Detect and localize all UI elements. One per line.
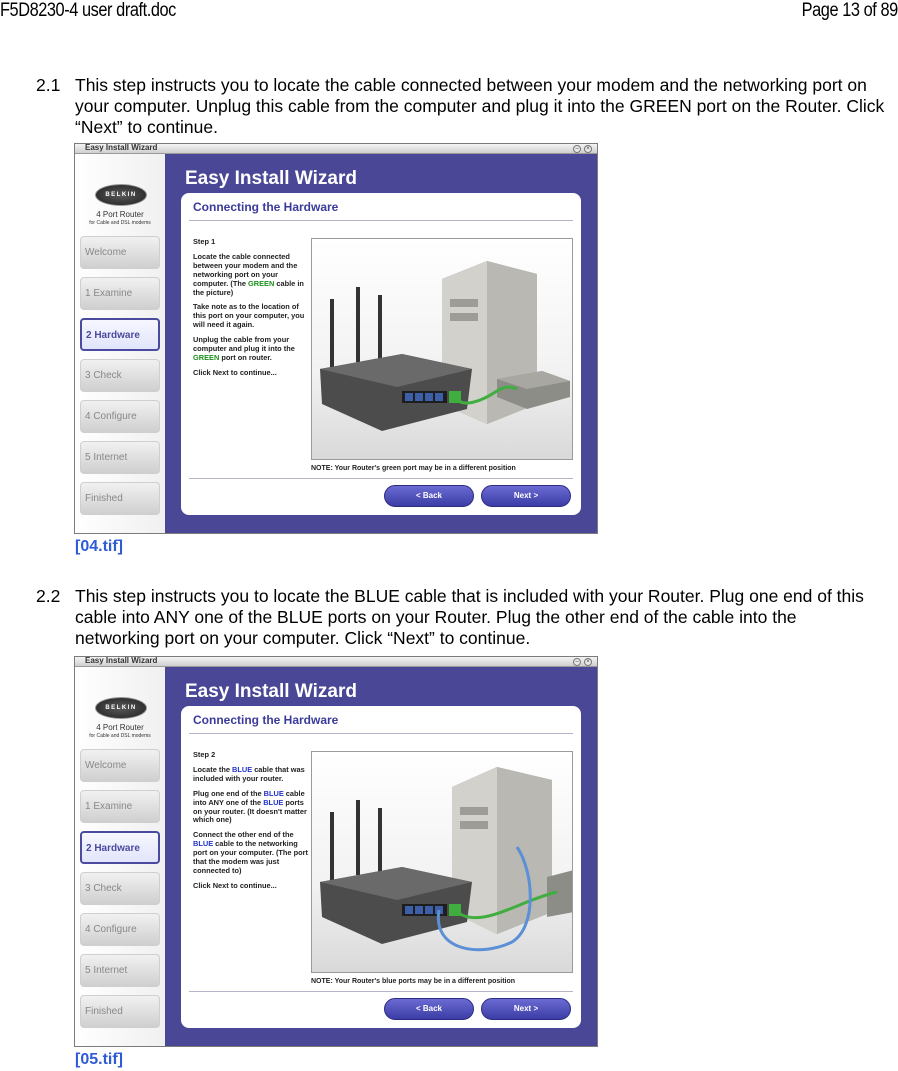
photo-note: NOTE: Your Router's green port may be in a different position [311,465,516,472]
product-name: 4 Port Router for Cable and DSL modems [89,210,151,226]
step-instructions: Step 1 Locate the cable connected between your modem and the networking port on your computer. (The GREEN cable in the picture) Take note as to the location of this port on your computer, you will need it again. Unplug the cable from your computer and plug it into the GREEN port on router. Click Next to continue... [193,238,308,384]
wizard-content [181,706,581,1028]
window-title: Easy Install Wizard [85,656,158,665]
wizard-title: Easy Install Wizard [185,168,357,189]
step-number: 2.1 [36,75,61,95]
document-name: F5D8230-4 user draft.doc [0,0,176,21]
nav-internet: 5 Internet [80,441,160,474]
step-label: Step 2 [193,750,216,759]
belkin-logo: BELKIN [95,184,147,206]
step-paragraph: This step instructs you to locate the cable connected between your modem and the networking port on your computer. Unplug this cable from the computer and plug it into the GREEN port on the Router. Click “Next” to continue. [75,75,885,137]
router-icon [320,800,472,944]
next-button: Next > [481,998,571,1020]
wizard-title: Easy Install Wizard [185,681,357,702]
content-title: Connecting the Hardware [193,200,339,214]
wizard-sidebar [75,154,165,534]
back-button: < Back [384,485,474,507]
wizard-screenshot [74,143,598,534]
close-icon: × [584,145,592,153]
page-number: Page 13 of 89 [801,0,898,21]
nav-welcome: Welcome [80,236,160,269]
photo-note: NOTE: Your Router's blue ports may be in a different position [311,978,516,985]
step-instructions: Step 2 Locate the BLUE cable that was included with your router. Plug one end of the BLUE cable into ANY one of the BLUE ports on your router. (It doesn't matter which one) Connect the other end of the BLUE cable to the networking port on your computer. (The port that the modem was just connected to) Click Next to continue... [193,750,308,890]
next-button: Next > [481,485,571,507]
wizard-screenshot [74,656,598,1047]
nav-examine: 1 Examine [80,277,160,310]
minimize-icon: – [573,658,581,666]
nav-examine: 1 Examine [80,790,160,823]
window-titlebar [75,144,597,154]
step-label: Step 1 [193,237,216,246]
wizard-content [181,193,581,515]
divider [189,478,573,479]
minimize-icon: – [573,145,581,153]
router-photo [311,751,573,973]
step-number: 2.2 [36,586,61,606]
nav-configure: 4 Configure [80,913,160,946]
product-name: 4 Port Router for Cable and DSL modems [89,723,151,739]
nav-welcome: Welcome [80,749,160,782]
nav-hardware: 2 Hardware [80,318,160,351]
back-button: < Back [384,998,474,1020]
nav-finished: Finished [80,995,160,1028]
nav-finished: Finished [80,482,160,515]
divider [189,220,573,221]
figure-caption: [04.tif] [75,538,123,555]
step-paragraph: This step instructs you to locate the BLUE cable that is included with your Router. Plug one end of this cable into ANY one of the BLUE ports on your Router. Plug the other end of the cable into the networking port on your computer. Click “Next” to continue. [75,586,864,648]
close-icon: × [584,658,592,666]
content-title: Connecting the Hardware [193,713,339,727]
window-titlebar [75,657,597,667]
divider [189,733,573,734]
figure-caption: [05.tif] [75,1051,123,1068]
router-photo [311,238,573,460]
wizard-sidebar [75,667,165,1047]
belkin-logo: BELKIN [95,697,147,719]
nav-check: 3 Check [80,359,160,392]
page-header [0,0,898,24]
nav-hardware: 2 Hardware [80,831,160,864]
window-title: Easy Install Wizard [85,143,158,152]
nav-configure: 4 Configure [80,400,160,433]
nav-check: 3 Check [80,872,160,905]
nav-internet: 5 Internet [80,954,160,987]
divider [189,991,573,992]
